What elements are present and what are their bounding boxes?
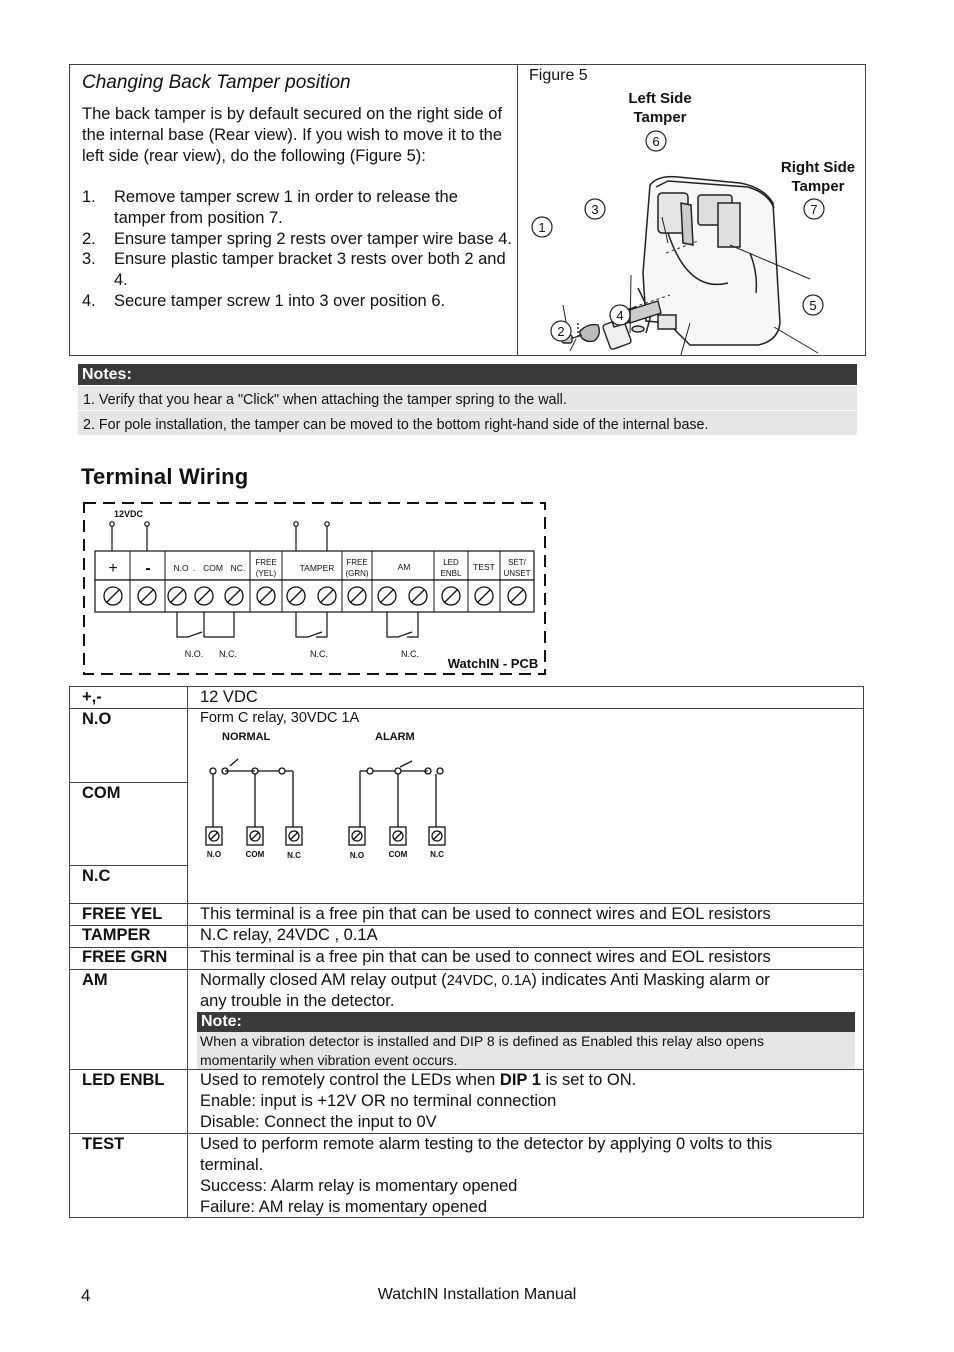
row-label-test: TEST [82, 1135, 125, 1153]
callout-6: 6 [652, 134, 660, 149]
row-value-led-enbl-line3: Disable: Connect the input to 0V [200, 1113, 437, 1131]
intro-paragraph: The back tamper is by default secured on the right side of the internal base (Rear view). If you wish to move it to the left side (rear view), do the following (Figure 5): [82, 105, 503, 165]
step-item: 4. Secure tamper screw 1 into 3 over position 6. [82, 291, 446, 310]
row-label-tamper: TAMPER [82, 926, 151, 944]
row-value-test-line3: Success: Alarm relay is momentary opened [200, 1177, 518, 1195]
row-label-free-grn: FREE GRN [82, 948, 168, 966]
terminal-tamper: TAMPER [299, 563, 335, 573]
terminal-nc: NC. [230, 563, 246, 573]
row-value-led-enbl-line2: Enable: input is +12V OR no terminal connection [200, 1092, 557, 1110]
svg-text:.: . [192, 563, 196, 573]
row-value-led-enbl: Used to remotely control the LEDs when DIP 1 is set to ON. [200, 1071, 637, 1089]
row-label-com: COM [82, 784, 121, 802]
terminal-set-unset: SET/ [508, 558, 526, 567]
terminal-free-yel: FREE [255, 558, 277, 567]
row-value-free-grn: This terminal is a free pin that can be used to connect wires and EOL resistors [200, 948, 771, 966]
notes-title: Notes: [78, 364, 857, 385]
svg-text:N.C: N.C [430, 850, 444, 859]
svg-text:(YEL): (YEL) [255, 569, 277, 578]
column-divider [187, 687, 188, 1217]
page-number: 4 [81, 1286, 91, 1305]
terminal-free-grn: FREE [346, 558, 368, 567]
row-value-free-yel: This terminal is a free pin that can be used to connect wires and EOL resistors [200, 905, 771, 923]
row-value-am: Normally closed AM relay output (24VDC, 0.1A) indicates Anti Masking alarm or [200, 971, 770, 989]
terminal-am: AM [397, 562, 411, 572]
step-item: 1. Remove tamper screw 1 in order to release the tamper from position 7. [82, 188, 458, 227]
note-item: 2. For pole installation, the tamper can be moved to the bottom right-hand side of the internal base. [83, 417, 709, 433]
am-note-title: Note: [197, 1012, 855, 1032]
normal-label: NORMAL [222, 731, 271, 743]
callout-4: 4 [616, 308, 624, 323]
terminal-no: N.O [173, 563, 189, 573]
svg-text:COM: COM [388, 850, 408, 859]
row-label-no: N.O [82, 710, 112, 728]
note-divider [78, 410, 857, 411]
row-label-plus-minus: +,- [82, 688, 102, 706]
row-label-free-yel: FREE YEL [82, 905, 163, 923]
row-value-plus-minus: 12 VDC [200, 688, 258, 706]
terminal-com: COM [203, 563, 223, 573]
contact-label: N.O. [184, 649, 204, 659]
svg-text:COM: COM [245, 850, 265, 859]
steps-list [82, 187, 512, 312]
terminal-wiring-heading: Terminal Wiring [81, 464, 249, 489]
supply-label: 12VDC [114, 509, 144, 519]
svg-text:ENBL: ENBL [440, 569, 462, 578]
right-side-label: Right Side [780, 159, 856, 176]
svg-text:N.C: N.C [287, 851, 301, 860]
tamper-figure [518, 83, 866, 355]
svg-text:N.O: N.O [206, 850, 222, 859]
tamper-section [69, 64, 866, 356]
alarm-label: ALARM [375, 731, 415, 743]
form-c-relay-diagram [200, 727, 460, 863]
row-value-test: Used to perform remote alarm testing to the detector by applying 0 volts to this [200, 1135, 773, 1153]
row-value-test-line2: terminal. [200, 1156, 264, 1174]
row-label-led-enbl: LED ENBL [82, 1071, 165, 1089]
svg-text:N.O: N.O [349, 851, 365, 860]
terminal-plus: + [108, 560, 118, 577]
callout-1: 1 [538, 220, 546, 235]
terminal-minus: - [145, 560, 151, 577]
callout-2: 2 [557, 324, 565, 339]
row-value-tamper: N.C relay, 24VDC , 0.1A [200, 926, 378, 944]
contact-label: N.C. [310, 649, 328, 659]
step-item: 2. Ensure tamper spring 2 rests over tamper wire base 4. [82, 229, 513, 248]
svg-text:UNSET: UNSET [503, 569, 531, 578]
pcb-terminal-diagram [80, 500, 550, 678]
terminal-spec-table [69, 686, 864, 1218]
notes-list [78, 386, 857, 435]
terminal-test: TEST [473, 562, 495, 572]
contact-label: N.C. [401, 649, 419, 659]
row-value-test-line4: Failure: AM relay is momentary opened [200, 1198, 488, 1216]
board-label: WatchIN - PCB [447, 656, 539, 671]
am-note-body: When a vibration detector is installed and DIP 8 is defined as Enabled this relay also opens momentarily when vibration event occurs. [197, 1032, 855, 1069]
row-label-nc: N.C [82, 867, 111, 885]
footer-title: WatchIN Installation Manual [377, 1286, 577, 1303]
figure-label: Figure 5 [529, 67, 588, 84]
callout-5: 5 [809, 298, 817, 313]
contact-label: N.C. [219, 649, 237, 659]
left-side-label: Left Side [628, 90, 692, 107]
row-value-am-line2: any trouble in the detector. [200, 992, 395, 1010]
callout-7: 7 [810, 202, 818, 217]
note-item: 1. Verify that you hear a "Click" when attaching the tamper spring to the wall. [83, 392, 567, 408]
row-label-am: AM [82, 971, 108, 989]
svg-text:(GRN): (GRN) [345, 569, 369, 578]
left-side-label-2: Tamper [633, 109, 687, 126]
terminal-led-enbl: LED [443, 558, 459, 567]
row-value-no: Form C relay, 30VDC 1A [200, 710, 360, 726]
section-title: Changing Back Tamper position [82, 72, 351, 93]
step-item: 3. Ensure plastic tamper bracket 3 rests over both 2 and 4. [82, 250, 506, 290]
callout-3: 3 [591, 202, 599, 217]
right-side-label-2: Tamper [791, 178, 845, 195]
